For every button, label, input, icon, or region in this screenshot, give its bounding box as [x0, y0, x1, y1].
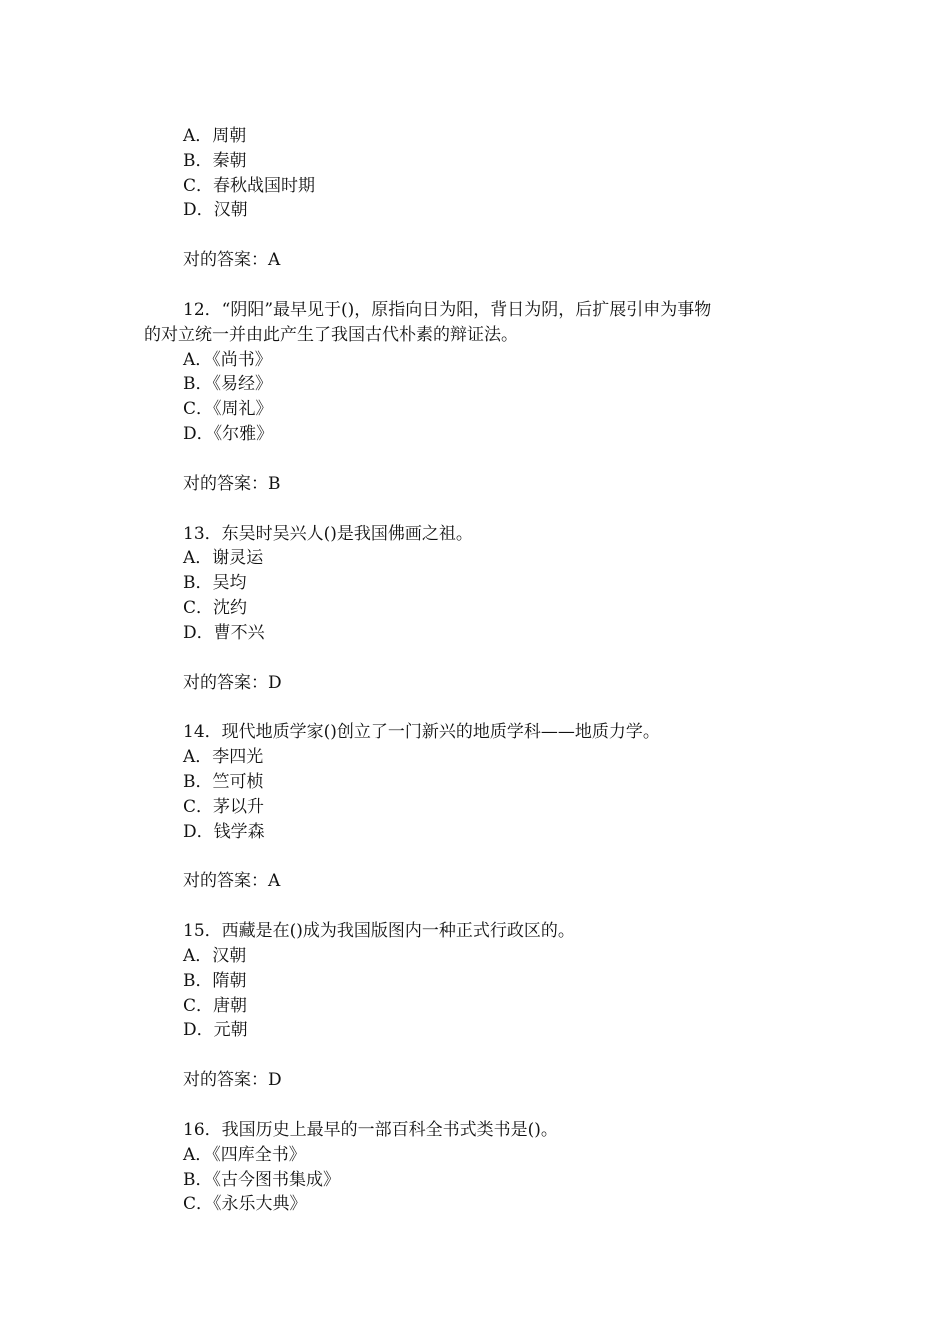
answer-line: 对的答案：A [183, 250, 281, 271]
spacer [144, 223, 824, 248]
spacer [144, 447, 824, 472]
option-b: B．吴均 [183, 573, 247, 594]
answer-line: 对的答案：B [183, 473, 281, 494]
option-d: D．《尔雅》 [183, 423, 274, 444]
spacer [144, 1043, 824, 1068]
spacer [144, 646, 824, 671]
spacer [144, 497, 824, 522]
option-c: C．茅以升 [183, 796, 265, 817]
question-13-text: 13．东吴时吴兴人()是我国佛画之祖。 [183, 523, 473, 544]
option-d: D．元朝 [183, 1020, 248, 1041]
option-d: D．曹不兴 [183, 622, 265, 643]
spacer [144, 844, 824, 869]
spacer [144, 273, 824, 298]
option-c: C．唐朝 [183, 995, 248, 1016]
option-b: B．《易经》 [183, 374, 272, 395]
option-a: A．谢灵运 [183, 548, 264, 569]
answer-line: 对的答案：D [183, 672, 282, 693]
option-c: C．《永乐大典》 [183, 1194, 307, 1215]
option-a: A．《四库全书》 [183, 1144, 306, 1165]
option-b: B．秦朝 [183, 150, 247, 171]
option-c: C．沈约 [183, 597, 248, 618]
document-content [144, 124, 824, 1217]
option-d: D．钱学森 [183, 821, 265, 842]
option-c: C．《周礼》 [183, 399, 273, 420]
option-a: A．李四光 [183, 747, 264, 768]
spacer [144, 894, 824, 919]
answer-line: 对的答案：A [183, 871, 281, 892]
spacer [144, 695, 824, 720]
option-d: D．汉朝 [183, 200, 248, 221]
question-15-text: 15．西藏是在()成为我国版图内一种正式行政区的。 [183, 921, 575, 942]
answer-line: 对的答案：D [183, 1070, 282, 1091]
option-c: C．春秋战国时期 [183, 175, 316, 196]
question-12-text-continued: 的对立统一并由此产生了我国古代朴素的辩证法。 [144, 324, 518, 345]
option-b: B．《古今图书集成》 [183, 1169, 340, 1190]
option-a: A．《尚书》 [183, 349, 272, 370]
question-12-text: 12．“阴阳”最早见于()，原指向日为阳，背日为阴，后扩展引申为事物 [183, 299, 712, 320]
spacer [144, 1093, 824, 1118]
question-14-text: 14．现代地质学家()创立了一门新兴的地质学科——地质力学。 [183, 722, 660, 743]
option-b: B．隋朝 [183, 970, 247, 991]
option-a: A．汉朝 [183, 945, 247, 966]
question-16-text: 16．我国历史上最早的一部百科全书式类书是()。 [183, 1119, 558, 1140]
option-a: A．周朝 [183, 126, 247, 146]
option-b: B．竺可桢 [183, 771, 264, 792]
